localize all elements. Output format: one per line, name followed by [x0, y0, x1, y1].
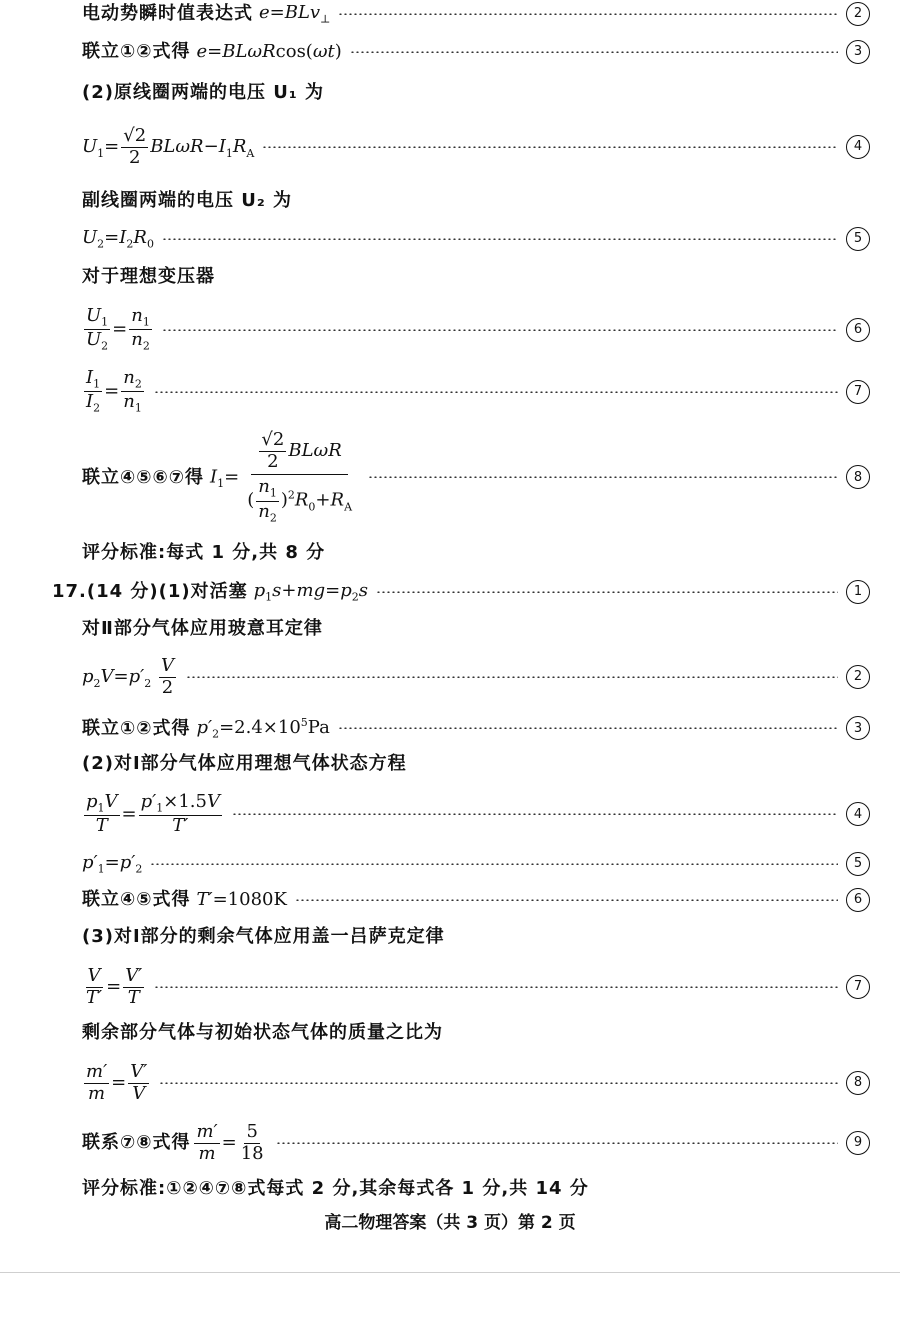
- line-text: 评分标准:每式 1 分,共 8 分: [82, 542, 326, 563]
- formula: $\frac{I_1}{I_2}$ = $\frac{n_2}{n_1}$: [86, 367, 142, 415]
- line-text: 联系⑦⑧式得: [82, 1132, 191, 1154]
- dot-leader: [376, 591, 838, 593]
- formula: $\frac{U_1}{U_2}$ = $\frac{n_1}{n_2}$: [86, 305, 150, 353]
- line-text: 17.(14 分)(1)对活塞: [52, 581, 248, 603]
- dot-leader: [262, 146, 838, 148]
- line-combine-1-2: [82, 40, 870, 64]
- equation-number: 3: [846, 716, 870, 740]
- dot-leader: [150, 863, 838, 865]
- line-gay-lussac-heading: [82, 926, 870, 948]
- dot-leader: [368, 476, 838, 478]
- dot-leader: [162, 329, 838, 331]
- dot-leader: [159, 1082, 838, 1084]
- formula: e=BLv$_\perp$: [259, 2, 331, 26]
- dot-leader: [350, 51, 838, 53]
- line-mass-ratio-result: [82, 1122, 870, 1164]
- equation-number: 2: [846, 665, 870, 689]
- formula: $p'_1=p'_2$: [82, 852, 143, 876]
- line-p2-prime-result: [82, 716, 870, 741]
- line-text: 联立①②式得: [82, 41, 191, 63]
- equation-number: 4: [846, 802, 870, 826]
- dot-leader: [154, 986, 838, 988]
- page-divider: [0, 1272, 900, 1273]
- formula: $p_1s+mg=p_2s$: [253, 580, 368, 604]
- formula: e=BLωRcos(ωt): [196, 41, 342, 63]
- line-text: 联立①②式得: [82, 717, 191, 739]
- formula: $p_2V=p'_2$ $\frac{V}{2}$: [82, 655, 174, 698]
- dot-leader: [162, 238, 838, 240]
- line-text: (2)原线圈两端的电压 U₁ 为: [82, 82, 325, 103]
- dot-leader: [276, 1142, 838, 1144]
- line-mass-ratio-formula: [82, 1062, 870, 1104]
- equation-number: 7: [846, 380, 870, 404]
- line-u1-formula: [82, 126, 870, 168]
- line-temperature-result: [82, 888, 870, 912]
- equation-number: 3: [846, 40, 870, 64]
- equation-number: 8: [846, 465, 870, 489]
- equation-number: 7: [846, 975, 870, 999]
- line-ideal-transformer: [82, 266, 870, 288]
- formula: $\frac{m'}{m}$ = $\frac{V'}{V}$: [86, 1061, 148, 1104]
- formula: $I_1=$ $\frac{√2}{2}$ BLωR ( $\frac{n_1}{n_2}$ )$^2R_0+R_A$: [209, 429, 353, 525]
- line-text: (2)对Ⅰ部分气体应用理想气体状态方程: [82, 753, 407, 774]
- line-scoring-17: [82, 1178, 870, 1200]
- formula: T′=1080K: [196, 889, 287, 911]
- line-text: 联立④⑤式得: [82, 889, 191, 911]
- line-i1-solution: [82, 428, 870, 527]
- dot-leader: [232, 813, 838, 815]
- line-u2-formula: [82, 227, 870, 251]
- dot-leader: [186, 676, 838, 678]
- line-text: 对Ⅱ部分气体应用玻意耳定律: [82, 618, 323, 639]
- formula: $p'_2=2.4\times 10^5Pa$: [196, 716, 330, 741]
- equation-number: 9: [846, 1131, 870, 1155]
- line-pressure-equal: [82, 852, 870, 876]
- line-boyle-law: [82, 618, 870, 640]
- formula: $U_1=$ $\frac{√2}{2}$ $BL\omega R-I_1R_A$: [82, 125, 255, 168]
- formula: $\frac{V}{T'}$ = $\frac{V'}{T}$: [86, 965, 143, 1008]
- line-secondary-voltage-heading: [82, 190, 870, 212]
- equation-number: 5: [846, 227, 870, 251]
- dot-leader: [338, 13, 838, 15]
- dot-leader: [154, 391, 838, 393]
- equation-number: 1: [846, 580, 870, 604]
- line-q17-piston: [52, 580, 870, 604]
- equation-number: 4: [846, 135, 870, 159]
- equation-number: 6: [846, 318, 870, 342]
- line-current-ratio: [82, 368, 870, 415]
- line-text: 副线圈两端的电压 U₂ 为: [82, 190, 293, 211]
- formula: $\frac{p_1V}{T}$ = $\frac{p'_1\times 1.5V}{T'}$: [86, 791, 220, 837]
- line-text: (3)对Ⅰ部分的剩余气体应用盖一吕萨克定律: [82, 926, 445, 947]
- equation-number: 2: [846, 2, 870, 26]
- equation-number: 8: [846, 1071, 870, 1095]
- dot-leader: [295, 899, 838, 901]
- line-scoring-16: [82, 542, 870, 564]
- equation-number: 6: [846, 888, 870, 912]
- line-text: 评分标准:①②④⑦⑧式每式 2 分,其余每式各 1 分,共 14 分: [82, 1178, 589, 1199]
- page-footer: 高二物理答案（共 3 页）第 2 页: [324, 1213, 576, 1233]
- line-text: 联立④⑤⑥⑦得: [82, 466, 204, 488]
- line-primary-voltage-heading: [82, 82, 870, 104]
- formula: $U_2=I_2R_0$: [82, 227, 154, 251]
- line-mass-ratio-heading: [82, 1022, 870, 1044]
- dot-leader: [338, 727, 838, 729]
- equation-number: 5: [846, 852, 870, 876]
- line-emf-expression: [82, 2, 870, 26]
- line-boyle-formula: [82, 656, 870, 698]
- line-text: 剩余部分气体与初始状态气体的质量之比为: [82, 1022, 443, 1043]
- line-voltage-ratio: [82, 306, 870, 353]
- formula: $\frac{m'}{m}$ = $\frac{5}{18}$: [196, 1121, 264, 1164]
- line-ideal-gas-heading: [82, 753, 870, 775]
- line-ideal-gas-formula: [82, 792, 870, 837]
- line-text: 对于理想变压器: [82, 266, 215, 287]
- line-gay-lussac-formula: [82, 966, 870, 1008]
- line-text: 电动势瞬时值表达式: [82, 3, 253, 25]
